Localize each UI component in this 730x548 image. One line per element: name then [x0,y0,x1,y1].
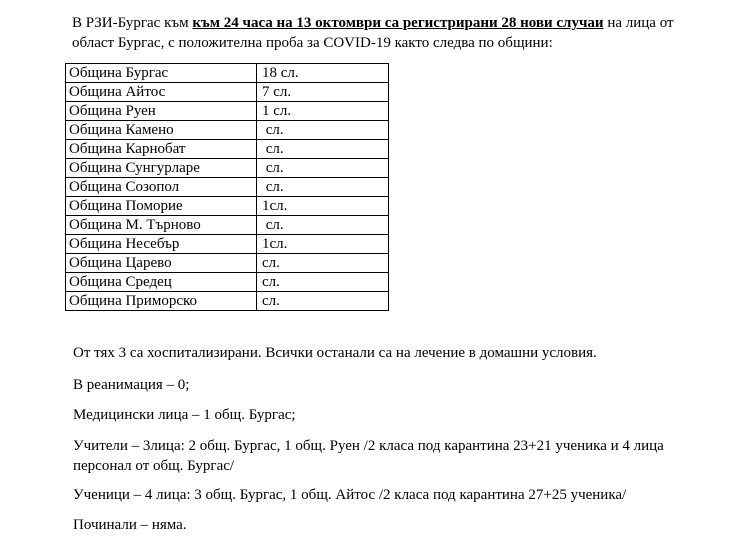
table-row [66,83,389,102]
case-count: 1сл. [257,197,389,216]
table-row [66,254,389,273]
intro-paragraph [72,13,692,53]
case-count: сл. [257,121,389,140]
intro-text-start: В РЗИ-Бургас към [72,15,193,31]
table-row [66,64,389,83]
municipality-name: Община М. Търново [66,216,257,235]
table-row [66,292,389,311]
municipality-name: Община Созопол [66,178,257,197]
municipality-name: Община Средец [66,273,257,292]
icu-paragraph: В реанимация – 0; [73,377,190,393]
case-count: сл. [257,216,389,235]
case-count: сл. [257,159,389,178]
municipality-name: Община Приморско [66,292,257,311]
municipality-name: Община Руен [66,102,257,121]
case-count: сл. [257,292,389,311]
table-row [66,235,389,254]
table-row [66,216,389,235]
case-count: сл. [257,254,389,273]
table-row [66,102,389,121]
table-row [66,273,389,292]
students-paragraph: Ученици – 4 лица: 3 общ. Бургас, 1 общ. Айтос /2 класа под карантина 27+25 ученика/ [73,487,627,503]
case-count: 7 сл. [257,83,389,102]
municipality-table [65,63,389,311]
municipality-name: Община Камено [66,121,257,140]
municipality-name: Община Сунгурларе [66,159,257,178]
municipality-name: Община Несебър [66,235,257,254]
hospitalized-paragraph: От тях 3 са хоспитализирани. Всички останали са на лечение в домашни условия. [73,345,597,361]
table-row [66,121,389,140]
intro-highlight: към 24 часа на 13 октомври са регистрирани 28 нови случаи [192,15,604,31]
table-row [66,178,389,197]
document-body [72,13,692,53]
teachers-paragraph: Учители – 3лица: 2 общ. Бургас, 1 общ. Руен /2 класа под карантина 23+21 ученика и 4 лица персонал от общ. Бургас/ [73,438,664,474]
medical-staff-paragraph: Медицински лица – 1 общ. Бургас; [73,407,296,423]
table-row [66,197,389,216]
municipality-name: Община Бургас [66,64,257,83]
municipality-name: Община Царево [66,254,257,273]
case-count: 18 сл. [257,64,389,83]
case-count: сл. [257,140,389,159]
municipality-name: Община Айтос [66,83,257,102]
table-row [66,159,389,178]
case-count: сл. [257,273,389,292]
municipality-name: Община Поморие [66,197,257,216]
case-count: сл. [257,178,389,197]
intro-text-end: на лица от област Бургас, с положителна проба за COVID-19 както следва по общини: [72,15,674,51]
deaths-paragraph: Починали – няма. [73,517,187,533]
case-count: 1сл. [257,235,389,254]
municipality-name: Община Карнобат [66,140,257,159]
table-row [66,140,389,159]
case-count: 1 сл. [257,102,389,121]
